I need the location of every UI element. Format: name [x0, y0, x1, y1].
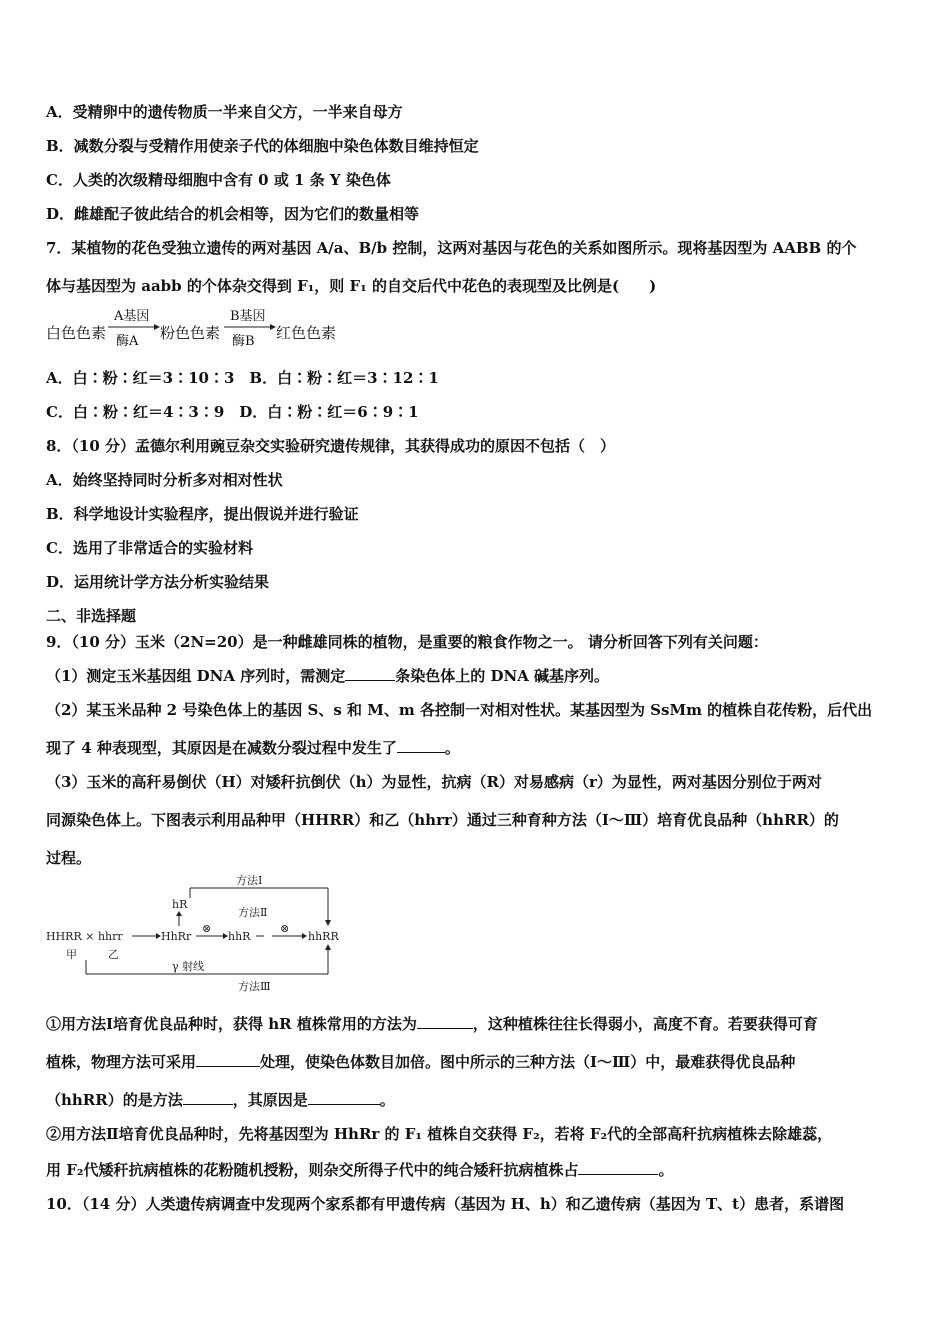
answer-blank[interactable] [345, 666, 395, 681]
q6-option-d: D．雌雄配子彼此结合的机会相等，因为它们的数量相等 [46, 205, 420, 223]
q10-stem: 10．（14 分）人类遗传病调查中发现两个家系都有甲遗传病（基因为 H、h）和乙遗传病（基因为 T、t）患者，系谱图 [46, 1195, 845, 1213]
enzyme-b-label: 酶B [232, 334, 255, 349]
answer-blank[interactable] [196, 1052, 260, 1067]
q9-part3-line2: 同源染色体上。下图表示利用品种甲（HHRR）和乙（hhrr）通过三种育种方法（Ⅰ～Ⅲ）培育优良品种（hhRR）的 [46, 811, 839, 829]
hhr-label: hhR [228, 930, 251, 943]
parents-cross: HHRR × hhrr [46, 930, 123, 943]
arrow-icon [224, 322, 276, 332]
q9-sub1-line2: 植株，物理方法可采用 处理，使染色体数目加倍。图中所示的三种方法（Ⅰ～Ⅲ）中，最难获得优良品种 [46, 1053, 796, 1071]
section-heading: 二、非选择题 [46, 607, 137, 625]
red-pigment: 红色色素 [276, 324, 337, 342]
q6-option-b: B．减数分裂与受精作用使亲子代的体细胞中染色体数目维持恒定 [46, 137, 479, 155]
q8-option-c: C．选用了非常适合的实验材料 [46, 539, 253, 557]
parent-jia: 甲 [66, 948, 77, 961]
target-label: hhRR [308, 930, 339, 943]
method3-label: 方法Ⅲ [238, 980, 271, 993]
q9-sub2-line2: 用 F₂代矮秆抗病植株的花粉随机授粉，则杂交所得子代中的纯合矮秆抗病植株占 。 [46, 1161, 674, 1179]
f1-label: HhRr [161, 930, 192, 943]
q9-stem: 9．（10 分）玉米（2N=20）是一种雌雄同株的植物，是重要的粮食作物之一。 请分析回答下列有关问题： [46, 633, 768, 651]
arrow-icon [108, 322, 160, 332]
q8-stem: 8．（10 分）孟德尔利用豌豆杂交实验研究遗传规律，其获得成功的原因不包括（ ） [46, 437, 616, 455]
pigment-pathway [46, 304, 406, 350]
q9-part2-line2: 现了 4 种表现型，其原因是在减数分裂过程中发生了 。 [46, 739, 460, 757]
white-pigment: 白色色素 [46, 324, 107, 342]
self-cross-icon: ⊗ [202, 922, 212, 935]
q9-sub1-line1: ①用方法Ⅰ培育优良品种时，获得 hR 植株常用的方法为 ，这种植株往往长得弱小，高度不育。若要获得可育 [46, 1015, 818, 1033]
enzyme-a-label: 酶A [116, 334, 139, 349]
q6-option-c: C．人类的次级精母细胞中含有 0 或 1 条 Y 染色体 [46, 171, 391, 189]
method2-label: 方法Ⅱ [238, 906, 268, 919]
q7-stem-line1: 7．某植物的花色受独立遗传的两对基因 A/a、B/b 控制，这两对基因与花色的关系如图所示。现将基因型为 AABB 的个 [46, 239, 857, 257]
answer-blank[interactable] [578, 1160, 658, 1175]
answer-blank[interactable] [183, 1090, 233, 1105]
q6-option-a: A．受精卵中的遗传物质一半来自父方，一半来自母方 [46, 103, 403, 121]
answer-blank[interactable] [397, 738, 445, 753]
q9-part1: （1）测定玉米基因组 DNA 序列时，需测定 条染色体上的 DNA 碱基序列。 [46, 667, 610, 685]
q9-sub2-line1: ②用方法Ⅱ培育优良品种时，先将基因型为 HhRr 的 F₁ 植株自交获得 F₂，若将 F₂代的全部高秆抗病植株去除雄蕊， [46, 1125, 833, 1143]
q9-sub1-line3: （hhRR）的是方法 ，其原因是 。 [46, 1091, 395, 1109]
gene-a-label: A基因 [114, 309, 150, 324]
pink-pigment: 粉色色素 [160, 324, 221, 342]
q7-options-ab: A．白∶粉∶红＝3∶10∶3 B．白∶粉∶红＝3∶12∶1 [46, 369, 439, 387]
q7-stem-line2: 体与基因型为 aabb 的个体杂交得到 F₁，则 F₁ 的自交后代中花色的表现型及比例是( ) [46, 277, 657, 295]
hr-label: hR [172, 898, 188, 911]
answer-blank[interactable] [417, 1014, 473, 1029]
q8-option-a: A．始终坚持同时分析多对相对性状 [46, 471, 283, 489]
self-cross-icon: ⊗ [280, 922, 290, 935]
parent-yi: 乙 [108, 948, 119, 961]
q9-part2-line1: （2）某玉米品种 2 号染色体上的基因 S、s 和 M、m 各控制一对相对性状。某基因型为 SsMm 的植株自花传粉，后代出 [46, 701, 873, 719]
method1-label: 方法Ⅰ [236, 874, 263, 887]
q9-part3-line3: 过程。 [46, 849, 92, 867]
answer-blank[interactable] [308, 1090, 380, 1105]
breeding-diagram [46, 874, 346, 998]
q8-option-b: B．科学地设计实验程序，提出假说并进行验证 [46, 505, 359, 523]
q8-option-d: D．运用统计学方法分析实验结果 [46, 573, 270, 591]
q9-part3-line1: （3）玉米的高秆易倒伏（H）对矮秆抗倒伏（h）为显性，抗病（R）对易感病（r）为显性，两对基因分别位于两对 [46, 773, 822, 791]
gene-b-label: B基因 [230, 309, 266, 324]
q7-options-cd: C．白∶粉∶红＝4∶3∶9 D．白∶粉∶红＝6∶9∶1 [46, 403, 419, 421]
gamma-ray-label: γ 射线 [172, 960, 205, 973]
